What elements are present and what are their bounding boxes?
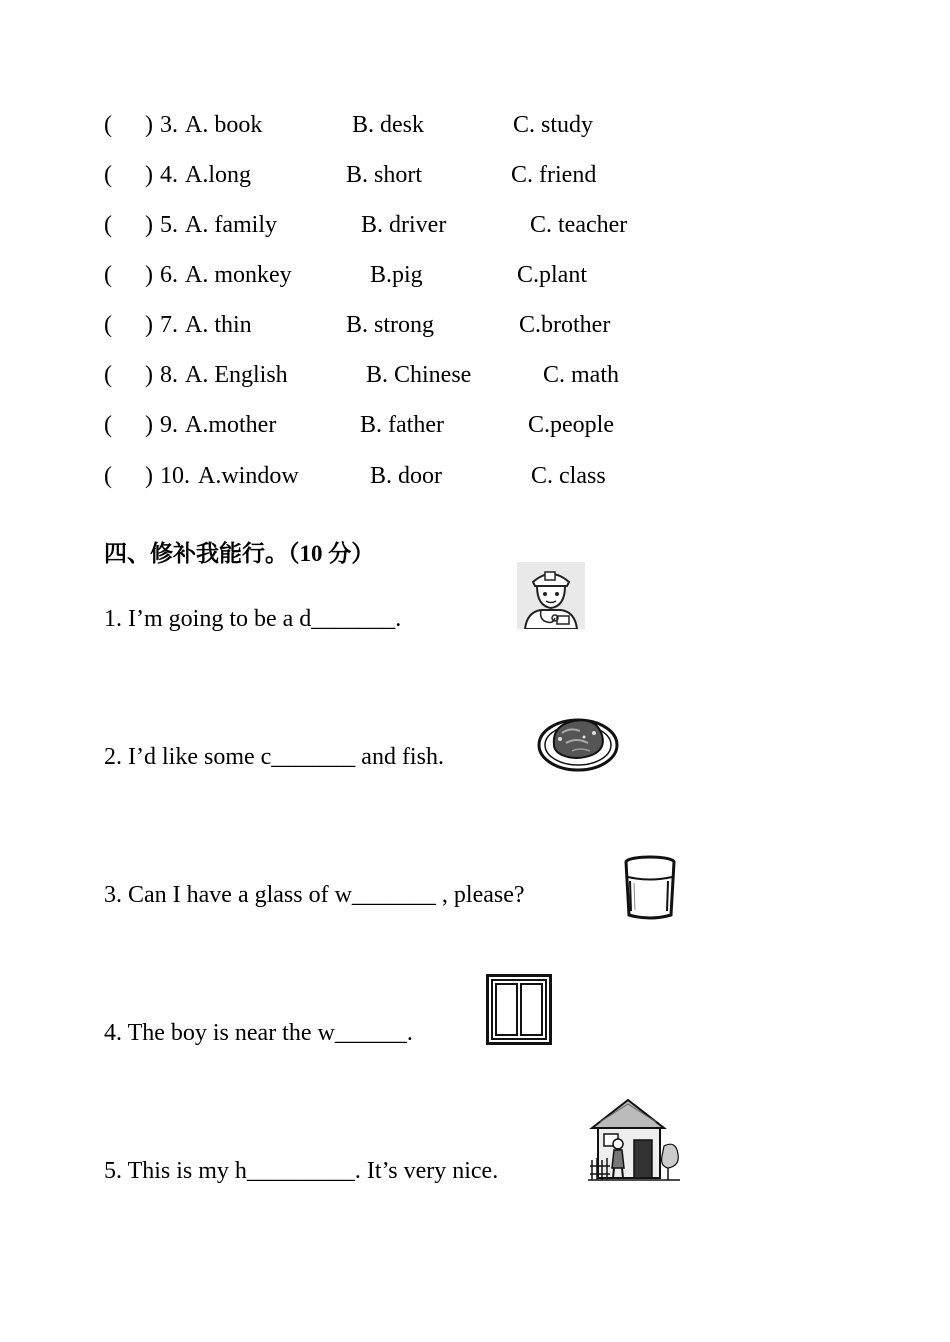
answer-paren-close: ) — [145, 262, 153, 288]
fill-item-5: 5. This is my h_________. It’s very nice. — [104, 1158, 499, 1184]
answer-paren-close: ) — [145, 212, 153, 238]
option-a: A. family — [185, 212, 277, 238]
option-b: B. Chinese — [366, 362, 472, 388]
answer-paren-open: ( — [104, 112, 112, 138]
option-b: B. driver — [361, 212, 447, 238]
option-b: B.pig — [370, 262, 423, 288]
fill-item-1: 1. I’m going to be a d_______. — [104, 606, 402, 632]
answer-paren-open: ( — [104, 162, 112, 188]
question-number: 7. — [160, 312, 178, 338]
fill-item-4: 4. The boy is near the w______. — [104, 1020, 413, 1046]
window-icon — [486, 974, 552, 1045]
question-number: 10. — [160, 463, 190, 489]
option-a: A. book — [185, 112, 263, 138]
option-c: C.plant — [517, 262, 587, 288]
option-a: A. English — [185, 362, 288, 388]
fill-item-3: 3. Can I have a glass of w_______ , please? — [104, 882, 525, 908]
answer-paren-close: ) — [145, 312, 153, 338]
option-b: B. strong — [346, 312, 435, 338]
answer-paren-close: ) — [145, 362, 153, 388]
option-a: A. monkey — [185, 262, 292, 288]
option-c: C. study — [513, 112, 594, 138]
house-icon — [588, 1096, 680, 1182]
question-number: 6. — [160, 262, 178, 288]
option-a: A. thin — [185, 312, 252, 338]
option-c: C. teacher — [530, 212, 628, 238]
option-b: B. desk — [352, 112, 424, 138]
question-number: 4. — [160, 162, 178, 188]
answer-paren-close: ) — [145, 463, 153, 489]
fill-item-2: 2. I’d like some c_______ and fish. — [104, 744, 444, 770]
option-c: C. math — [543, 362, 619, 388]
answer-paren-open: ( — [104, 412, 112, 438]
option-c: C. class — [531, 463, 606, 489]
option-b: B. short — [346, 162, 423, 188]
option-c: C.brother — [519, 312, 611, 338]
option-c: C. friend — [511, 162, 597, 188]
option-c: C.people — [528, 412, 614, 438]
answer-paren-open: ( — [104, 262, 112, 288]
option-a: A.long — [185, 162, 251, 188]
option-b: B. father — [360, 412, 444, 438]
answer-paren-open: ( — [104, 362, 112, 388]
question-number: 9. — [160, 412, 178, 438]
option-a: A.window — [198, 463, 299, 489]
doctor-icon — [517, 562, 585, 629]
answer-paren-open: ( — [104, 312, 112, 338]
answer-paren-close: ) — [145, 412, 153, 438]
option-a: A.mother — [185, 412, 277, 438]
question-number: 5. — [160, 212, 178, 238]
answer-paren-open: ( — [104, 212, 112, 238]
answer-paren-close: ) — [145, 162, 153, 188]
water-glass-icon — [622, 855, 678, 921]
question-number: 8. — [160, 362, 178, 388]
answer-paren-close: ) — [145, 112, 153, 138]
question-number: 3. — [160, 112, 178, 138]
answer-paren-open: ( — [104, 463, 112, 489]
chicken-plate-icon — [536, 709, 620, 773]
option-b: B. door — [370, 463, 442, 489]
section-heading: 四、修补我能行。（10 分） — [104, 541, 375, 566]
